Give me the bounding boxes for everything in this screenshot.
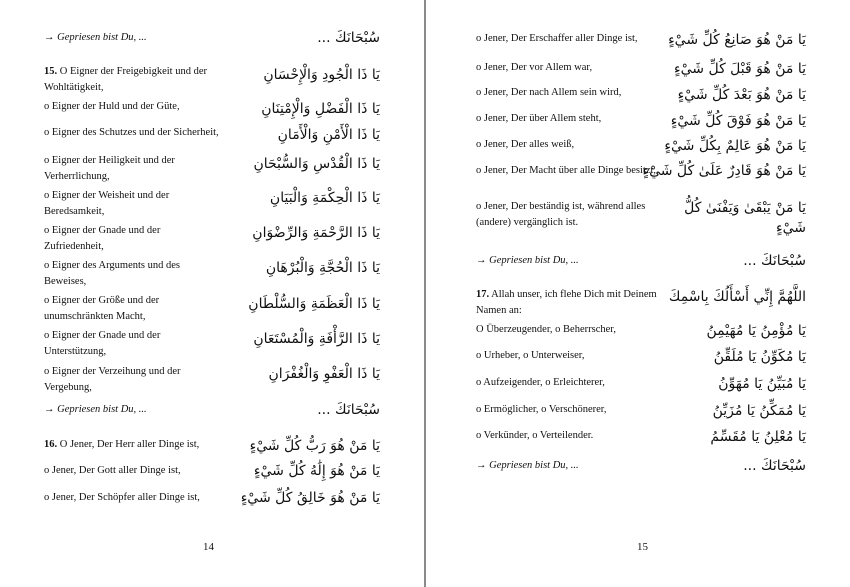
section-15-item-7: o Eigner des Arguments und des Beweises,: [44, 260, 180, 287]
praise-line-ar: سُبْحَانَكَ ...: [743, 253, 806, 269]
section-15-item-4: o Eigner der Heiligkeit und der Verherrlichung,: [44, 155, 175, 182]
praise-line-de: → Gepriesen bist Du, ...: [44, 404, 147, 415]
praise-line-ar: سُبْحَانَكَ ...: [743, 458, 806, 474]
section-17-item-3: o Aufzeigender, o Erleichterer,: [476, 377, 605, 388]
section-15-item-5-ar: يَا ذَا الْحِكْمَةِ وَالْبَيَانِ: [269, 190, 380, 206]
section-17-item-5-ar: يَا مُعْلِنُ يَا مُقَسِّمُ: [710, 429, 806, 445]
section-15-item-9: o Eigner der Gnade und der Unterstützung,: [44, 330, 161, 357]
section-16-item-7: o Jener, Der über Allem steht,: [476, 113, 602, 124]
section-17-item-5: o Verkünder, o Verteilender.: [476, 430, 594, 441]
section-15-item-4-ar: يَا ذَا الْقُدْسِ وَالسُّبْحَانِ: [253, 156, 380, 172]
section-16-item-9-ar: يَا مَنْ هُوَ قَادِرٌ عَلَىٰ كُلِّ شَيْءٍ: [642, 163, 806, 179]
section-16-item-5: o Jener, Der vor Allem war,: [476, 62, 593, 73]
section-15-item-8-ar: يَا ذَا الْعَظَمَةِ وَالسُّلْطَانِ: [248, 296, 380, 312]
section-16-item-9: o Jener, Der Macht über alle Dinge besitzt,: [476, 165, 657, 176]
section-17-item-2-ar: يَا مُكَوِّنُ يَا مُلَقِّنُ: [713, 349, 806, 365]
section-number: 16.: [44, 439, 58, 450]
section-16-item-3-ar: يَا مَنْ هُوَ خَالِقُ كُلِّ شَيْءٍ: [240, 490, 380, 506]
section-16-item-4: o Jener, Der Erschaffer aller Dinge ist,: [476, 33, 638, 44]
left-page: [0, 0, 424, 587]
section-15-item-6: o Eigner der Gnade und der Zufriedenheit,: [44, 225, 161, 252]
section-15-item-2: o Eigner der Huld und der Güte,: [44, 101, 180, 112]
section-16-item-3: o Jener, Der Schöpfer aller Dinge ist,: [44, 492, 200, 503]
section-16-item-5-ar: يَا مَنْ هُوَ قَبْلَ كُلِّ شَيْءٍ: [674, 61, 806, 77]
section-17-intro-ar: اللَّهُمَّ إِنِّي أَسْأَلُكَ بِاسْمِكَ: [668, 289, 806, 305]
section-16-item-6: o Jener, Der nach Allem sein wird,: [476, 87, 622, 98]
section-16-item-6-ar: يَا مَنْ هُوَ بَعْدَ كُلِّ شَيْءٍ: [677, 87, 806, 103]
section-16-item-7-ar: يَا مَنْ هُوَ فَوْقَ كُلِّ شَيْءٍ: [670, 113, 806, 129]
praise-line-de: → Gepriesen bist Du, ...: [476, 460, 579, 471]
page-number: 15: [637, 541, 648, 553]
section-16-item-8-ar: يَا مَنْ هُوَ عَالِمٌ بِكُلِّ شَيْءٍ: [664, 138, 806, 154]
right-page: [426, 0, 850, 587]
section-15-item-6-ar: يَا ذَا الرَّحْمَةِ وَالرِّضْوَانِ: [252, 225, 380, 241]
praise-line-de: → Gepriesen bist Du, ...: [44, 32, 147, 43]
section-15-item-3: o Eigner des Schutzes und der Sicherheit,: [44, 127, 219, 138]
section-15-item-1: 15. O Eigner der Freigebigkeit und der Wohltätigkeit,: [44, 66, 207, 93]
section-17-item-1: O Überzeugender, o Beherrscher,: [476, 324, 616, 335]
section-16-item-2: o Jener, Der Gott aller Dinge ist,: [44, 465, 181, 476]
section-15-item-10: o Eigner der Verzeihung und der Vergebung,: [44, 366, 181, 393]
section-16-item-2-ar: يَا مَنْ هُوَ إِلَٰهُ كُلِّ شَيْءٍ: [253, 463, 380, 479]
section-17-item-2: o Urheber, o Unterweiser,: [476, 350, 585, 361]
section-17-item-3-ar: يَا مُبَيِّنُ يَا مُهَوِّنُ: [718, 376, 806, 392]
section-number: 15.: [44, 66, 58, 77]
section-15-item-8: o Eigner der Größe und der unumschränkten Macht,: [44, 295, 160, 322]
section-15-item-9-ar: يَا ذَا الرَّأْفَةِ وَالْمُسْتَعَانِ: [253, 331, 380, 347]
section-15-item-1-ar: يَا ذَا الْجُودِ وَالْإِحْسَانِ: [263, 67, 380, 83]
page-number: 14: [203, 541, 214, 553]
section-15-item-10-ar: يَا ذَا الْعَفْوِ وَالْغُفْرَانِ: [268, 366, 380, 382]
section-number: 17.: [476, 289, 490, 300]
section-15-item-7-ar: يَا ذَا الْحُجَّةِ وَالْبُرْهَانِ: [265, 260, 380, 276]
section-17-intro: 17. Allah unser, ich flehe Dich mit Deinem Namen an:: [476, 289, 657, 316]
section-16-item-10-ar: يَا مَنْ يَبْقَىٰ وَيَفْنَىٰ كُلُّ: [684, 200, 806, 216]
section-17-item-4: o Ermöglicher, o Verschönerer,: [476, 404, 607, 415]
section-15-item-2-ar: يَا ذَا الْفَضْلِ وَالْإِمْتِنَانِ: [261, 101, 380, 117]
section-16-item-10: o Jener, Der beständig ist, während alles (andere) vergänglich ist.: [476, 201, 646, 228]
section-16-item-4-ar: يَا مَنْ هُوَ صَانِعُ كُلِّ شَيْءٍ: [668, 32, 806, 48]
section-16-item-8: o Jener, Der alles weiß,: [476, 139, 575, 150]
section-16-item-1: 16. O Jener, Der Herr aller Dinge ist,: [44, 439, 200, 450]
praise-line-de: → Gepriesen bist Du, ...: [476, 255, 579, 266]
section-15-item-3-ar: يَا ذَا الْأَمْنِ وَالْأَمَانِ: [277, 127, 380, 143]
section-15-item-5: o Eigner der Weisheit und der Beredsamkeit,: [44, 190, 170, 217]
section-17-item-4-ar: يَا مُمَكِّنُ يَا مُزَيِّنُ: [712, 403, 806, 419]
section-17-item-1-ar: يَا مُؤْمِنُ يَا مُهَيْمِنُ: [706, 323, 806, 339]
section-16-item-1-ar: يَا مَنْ هُوَ رَبُّ كُلِّ شَيْءٍ: [249, 438, 380, 454]
praise-line-ar: سُبْحَانَكَ ...: [317, 402, 380, 418]
praise-line-ar: سُبْحَانَكَ ...: [317, 30, 380, 46]
section-16-item-10-ar-cont: شَيْءٍ: [776, 220, 806, 236]
